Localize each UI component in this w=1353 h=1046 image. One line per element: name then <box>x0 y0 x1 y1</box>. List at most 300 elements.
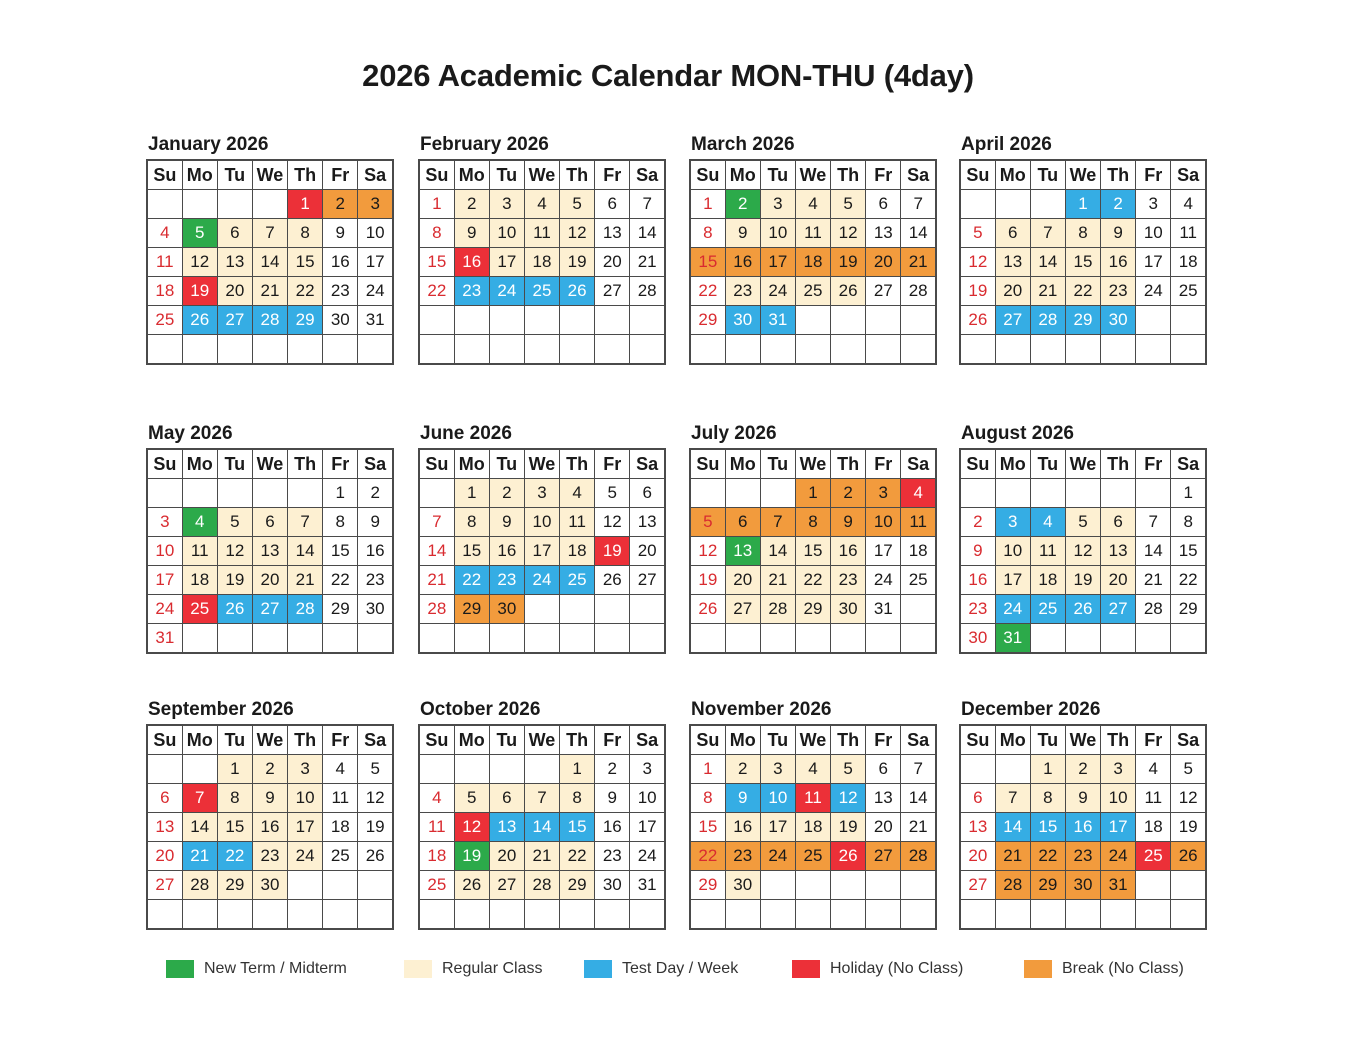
weekday-header: Tu <box>217 160 252 190</box>
empty-cell <box>690 900 725 930</box>
empty-cell <box>182 335 217 365</box>
day-cell: 28 <box>1030 306 1065 335</box>
day-cell: 13 <box>866 219 901 248</box>
day-cell: 27 <box>866 277 901 306</box>
day-cell: 18 <box>560 537 595 566</box>
weekday-header: Su <box>419 160 454 190</box>
day-cell: 13 <box>217 248 252 277</box>
empty-cell <box>288 624 323 654</box>
day-cell: 7 <box>995 784 1030 813</box>
day-cell: 7 <box>288 508 323 537</box>
month-september <box>146 699 394 930</box>
page-title: 2026 Academic Calendar MON-THU (4day) <box>362 58 974 93</box>
day-cell: 22 <box>690 277 725 306</box>
day-cell: 9 <box>252 784 287 813</box>
day-cell: 2 <box>489 479 524 508</box>
weekday-header: Sa <box>358 160 393 190</box>
day-cell: 22 <box>1065 277 1100 306</box>
empty-cell <box>147 479 182 508</box>
day-cell: 23 <box>489 566 524 595</box>
day-cell: 26 <box>690 595 725 624</box>
legend-label: New Term / Midterm <box>204 960 347 977</box>
day-cell: 29 <box>560 871 595 900</box>
day-cell: 20 <box>489 842 524 871</box>
day-cell: 26 <box>217 595 252 624</box>
day-cell: 10 <box>1101 784 1136 813</box>
weekday-header: Mo <box>182 160 217 190</box>
day-cell: 24 <box>760 842 795 871</box>
day-cell: 26 <box>358 842 393 871</box>
day-cell: 1 <box>1030 755 1065 784</box>
day-cell: 17 <box>288 813 323 842</box>
day-cell: 25 <box>901 566 936 595</box>
day-cell: 1 <box>1171 479 1206 508</box>
day-cell: 29 <box>288 306 323 335</box>
day-cell: 6 <box>866 190 901 219</box>
day-cell: 18 <box>524 248 559 277</box>
empty-cell <box>630 335 665 365</box>
day-cell: 9 <box>831 508 866 537</box>
day-cell: 25 <box>1030 595 1065 624</box>
empty-cell <box>288 335 323 365</box>
day-cell: 21 <box>419 566 454 595</box>
day-cell: 19 <box>1065 566 1100 595</box>
weekday-header: Sa <box>1171 725 1206 755</box>
day-cell: 1 <box>690 755 725 784</box>
day-cell: 29 <box>454 595 489 624</box>
weekday-header: Th <box>831 725 866 755</box>
day-cell: 4 <box>419 784 454 813</box>
day-cell: 21 <box>901 248 936 277</box>
day-cell: 25 <box>795 842 830 871</box>
weekday-header: Sa <box>901 725 936 755</box>
empty-cell <box>995 335 1030 365</box>
day-cell: 8 <box>690 784 725 813</box>
weekday-header: Tu <box>1030 160 1065 190</box>
legend-item-new-term <box>166 957 347 981</box>
day-cell: 3 <box>1101 755 1136 784</box>
empty-cell <box>217 479 252 508</box>
weekday-header: Fr <box>866 449 901 479</box>
day-cell: 5 <box>690 508 725 537</box>
weekday-header: Tu <box>760 725 795 755</box>
month-title: June 2026 <box>420 423 512 444</box>
day-cell: 27 <box>725 595 760 624</box>
empty-cell <box>419 624 454 654</box>
day-cell: 18 <box>323 813 358 842</box>
empty-cell <box>217 900 252 930</box>
legend-label: Regular Class <box>442 960 543 977</box>
day-cell: 16 <box>725 248 760 277</box>
day-cell: 19 <box>831 813 866 842</box>
day-cell: 22 <box>795 566 830 595</box>
day-cell: 26 <box>960 306 995 335</box>
weekday-header: Mo <box>454 449 489 479</box>
weekday-header: Su <box>960 725 995 755</box>
weekday-header: Su <box>690 160 725 190</box>
day-cell: 10 <box>358 219 393 248</box>
empty-cell <box>524 900 559 930</box>
empty-cell <box>760 871 795 900</box>
day-cell: 24 <box>489 277 524 306</box>
legend-swatch-green <box>166 960 194 978</box>
empty-cell <box>866 335 901 365</box>
day-cell: 28 <box>630 277 665 306</box>
day-cell: 4 <box>1136 755 1171 784</box>
empty-cell <box>595 595 630 624</box>
day-cell: 25 <box>560 566 595 595</box>
empty-cell <box>252 479 287 508</box>
empty-cell <box>358 900 393 930</box>
empty-cell <box>866 306 901 335</box>
day-cell: 12 <box>454 813 489 842</box>
month-july <box>689 423 937 654</box>
weekday-header: Tu <box>760 449 795 479</box>
empty-cell <box>595 900 630 930</box>
day-cell: 14 <box>630 219 665 248</box>
weekday-header: We <box>524 160 559 190</box>
weekday-header: Sa <box>901 160 936 190</box>
empty-cell <box>524 755 559 784</box>
day-cell: 28 <box>901 277 936 306</box>
empty-cell <box>560 624 595 654</box>
day-cell: 12 <box>1171 784 1206 813</box>
day-cell: 12 <box>358 784 393 813</box>
weekday-header: Th <box>288 725 323 755</box>
day-cell: 15 <box>1030 813 1065 842</box>
weekday-header: Mo <box>725 725 760 755</box>
empty-cell <box>995 479 1030 508</box>
month-table <box>689 724 937 930</box>
empty-cell <box>760 335 795 365</box>
weekday-header: Sa <box>358 449 393 479</box>
day-cell: 17 <box>760 248 795 277</box>
day-cell: 21 <box>524 842 559 871</box>
legend <box>0 957 1353 981</box>
empty-cell <box>252 190 287 219</box>
legend-item-break <box>1024 957 1184 981</box>
day-cell: 26 <box>831 277 866 306</box>
weekday-header: We <box>1065 160 1100 190</box>
month-table <box>418 448 666 654</box>
weekday-header: We <box>1065 449 1100 479</box>
weekday-header: Fr <box>866 160 901 190</box>
day-cell: 14 <box>901 784 936 813</box>
empty-cell <box>595 335 630 365</box>
day-cell: 11 <box>560 508 595 537</box>
empty-cell <box>252 335 287 365</box>
day-cell: 8 <box>288 219 323 248</box>
day-cell: 8 <box>323 508 358 537</box>
day-cell: 6 <box>489 784 524 813</box>
day-cell: 4 <box>1030 508 1065 537</box>
day-cell: 15 <box>1065 248 1100 277</box>
day-cell: 15 <box>419 248 454 277</box>
month-title: March 2026 <box>691 134 795 155</box>
day-cell: 30 <box>725 871 760 900</box>
empty-cell <box>489 306 524 335</box>
empty-cell <box>560 900 595 930</box>
day-cell: 17 <box>147 566 182 595</box>
day-cell: 29 <box>217 871 252 900</box>
day-cell: 3 <box>995 508 1030 537</box>
month-title: September 2026 <box>148 699 294 720</box>
day-cell: 17 <box>489 248 524 277</box>
empty-cell <box>217 190 252 219</box>
day-cell: 7 <box>524 784 559 813</box>
empty-cell <box>358 624 393 654</box>
day-cell: 19 <box>454 842 489 871</box>
day-cell: 11 <box>1171 219 1206 248</box>
day-cell: 9 <box>595 784 630 813</box>
empty-cell <box>560 335 595 365</box>
weekday-header: Mo <box>995 160 1030 190</box>
day-cell: 23 <box>725 277 760 306</box>
weekday-header: Tu <box>1030 449 1065 479</box>
day-cell: 4 <box>323 755 358 784</box>
day-cell: 28 <box>995 871 1030 900</box>
day-cell: 1 <box>560 755 595 784</box>
day-cell: 5 <box>960 219 995 248</box>
empty-cell <box>725 335 760 365</box>
day-cell: 9 <box>725 219 760 248</box>
day-cell: 29 <box>323 595 358 624</box>
day-cell: 12 <box>560 219 595 248</box>
day-cell: 17 <box>358 248 393 277</box>
day-cell: 2 <box>595 755 630 784</box>
day-cell: 20 <box>866 248 901 277</box>
day-cell: 17 <box>630 813 665 842</box>
day-cell: 26 <box>454 871 489 900</box>
day-cell: 27 <box>960 871 995 900</box>
weekday-header: We <box>252 449 287 479</box>
day-cell: 1 <box>288 190 323 219</box>
empty-cell <box>1171 306 1206 335</box>
day-cell: 23 <box>831 566 866 595</box>
empty-cell <box>288 479 323 508</box>
empty-cell <box>795 306 830 335</box>
empty-cell <box>725 900 760 930</box>
day-cell: 15 <box>1171 537 1206 566</box>
empty-cell <box>489 755 524 784</box>
weekday-header: Tu <box>1030 725 1065 755</box>
day-cell: 19 <box>560 248 595 277</box>
day-cell: 5 <box>831 755 866 784</box>
day-cell: 17 <box>1101 813 1136 842</box>
day-cell: 14 <box>995 813 1030 842</box>
day-cell: 31 <box>866 595 901 624</box>
day-cell: 29 <box>1171 595 1206 624</box>
empty-cell <box>147 755 182 784</box>
day-cell: 30 <box>489 595 524 624</box>
weekday-header: Sa <box>1171 160 1206 190</box>
day-cell: 14 <box>760 537 795 566</box>
day-cell: 8 <box>454 508 489 537</box>
day-cell: 19 <box>358 813 393 842</box>
day-cell: 18 <box>1136 813 1171 842</box>
empty-cell <box>901 595 936 624</box>
day-cell: 23 <box>358 566 393 595</box>
day-cell: 4 <box>147 219 182 248</box>
day-cell: 21 <box>630 248 665 277</box>
day-cell: 27 <box>252 595 287 624</box>
day-cell: 12 <box>831 219 866 248</box>
day-cell: 12 <box>690 537 725 566</box>
weekday-header: Fr <box>866 725 901 755</box>
day-cell: 11 <box>323 784 358 813</box>
weekday-header: Fr <box>1136 449 1171 479</box>
empty-cell <box>1065 900 1100 930</box>
day-cell: 13 <box>630 508 665 537</box>
day-cell: 13 <box>595 219 630 248</box>
day-cell: 4 <box>560 479 595 508</box>
day-cell: 25 <box>419 871 454 900</box>
weekday-header: Su <box>147 160 182 190</box>
weekday-header: We <box>524 449 559 479</box>
empty-cell <box>182 479 217 508</box>
day-cell: 13 <box>725 537 760 566</box>
empty-cell <box>1030 624 1065 654</box>
empty-cell <box>995 755 1030 784</box>
day-cell: 3 <box>760 755 795 784</box>
empty-cell <box>690 479 725 508</box>
month-february <box>418 134 666 365</box>
day-cell: 22 <box>1030 842 1065 871</box>
day-cell: 6 <box>252 508 287 537</box>
day-cell: 4 <box>182 508 217 537</box>
day-cell: 12 <box>182 248 217 277</box>
day-cell: 16 <box>489 537 524 566</box>
empty-cell <box>795 871 830 900</box>
day-cell: 5 <box>182 219 217 248</box>
day-cell: 11 <box>795 219 830 248</box>
day-cell: 3 <box>630 755 665 784</box>
day-cell: 30 <box>831 595 866 624</box>
day-cell: 9 <box>489 508 524 537</box>
day-cell: 8 <box>1030 784 1065 813</box>
month-table <box>418 159 666 365</box>
weekday-header: Su <box>960 449 995 479</box>
day-cell: 6 <box>1101 508 1136 537</box>
month-table <box>146 724 394 930</box>
day-cell: 25 <box>147 306 182 335</box>
day-cell: 11 <box>1136 784 1171 813</box>
empty-cell <box>489 624 524 654</box>
day-cell: 19 <box>182 277 217 306</box>
weekday-header: We <box>1065 725 1100 755</box>
day-cell: 18 <box>1171 248 1206 277</box>
day-cell: 20 <box>866 813 901 842</box>
empty-cell <box>760 900 795 930</box>
day-cell: 29 <box>795 595 830 624</box>
day-cell: 30 <box>595 871 630 900</box>
day-cell: 8 <box>1171 508 1206 537</box>
day-cell: 5 <box>454 784 489 813</box>
day-cell: 20 <box>217 277 252 306</box>
day-cell: 7 <box>182 784 217 813</box>
empty-cell <box>760 624 795 654</box>
day-cell: 29 <box>1030 871 1065 900</box>
day-cell: 9 <box>1065 784 1100 813</box>
empty-cell <box>1136 306 1171 335</box>
empty-cell <box>323 335 358 365</box>
day-cell: 13 <box>995 248 1030 277</box>
weekday-header: Fr <box>323 449 358 479</box>
empty-cell <box>831 306 866 335</box>
day-cell: 15 <box>288 248 323 277</box>
day-cell: 27 <box>489 871 524 900</box>
weekday-header: Sa <box>358 725 393 755</box>
day-cell: 21 <box>995 842 1030 871</box>
empty-cell <box>831 335 866 365</box>
empty-cell <box>901 306 936 335</box>
day-cell: 19 <box>217 566 252 595</box>
legend-item-test-day <box>584 957 738 981</box>
day-cell: 31 <box>147 624 182 654</box>
day-cell: 6 <box>595 190 630 219</box>
day-cell: 16 <box>252 813 287 842</box>
empty-cell <box>795 624 830 654</box>
weekday-header: Th <box>1101 725 1136 755</box>
empty-cell <box>1171 335 1206 365</box>
empty-cell <box>217 624 252 654</box>
day-cell: 13 <box>252 537 287 566</box>
empty-cell <box>419 900 454 930</box>
day-cell: 24 <box>1101 842 1136 871</box>
day-cell: 18 <box>147 277 182 306</box>
weekday-header: We <box>252 725 287 755</box>
empty-cell <box>595 624 630 654</box>
day-cell: 2 <box>725 755 760 784</box>
empty-cell <box>630 595 665 624</box>
weekday-header: Su <box>419 449 454 479</box>
day-cell: 27 <box>1101 595 1136 624</box>
empty-cell <box>182 624 217 654</box>
day-cell: 28 <box>252 306 287 335</box>
empty-cell <box>524 335 559 365</box>
day-cell: 27 <box>217 306 252 335</box>
day-cell: 4 <box>524 190 559 219</box>
day-cell: 22 <box>419 277 454 306</box>
day-cell: 26 <box>1065 595 1100 624</box>
empty-cell <box>630 900 665 930</box>
empty-cell <box>419 755 454 784</box>
day-cell: 16 <box>960 566 995 595</box>
day-cell: 13 <box>960 813 995 842</box>
day-cell: 7 <box>630 190 665 219</box>
day-cell: 19 <box>1171 813 1206 842</box>
month-may <box>146 423 394 654</box>
day-cell: 22 <box>690 842 725 871</box>
day-cell: 9 <box>1101 219 1136 248</box>
empty-cell <box>1136 624 1171 654</box>
day-cell: 28 <box>288 595 323 624</box>
day-cell: 10 <box>524 508 559 537</box>
empty-cell <box>866 900 901 930</box>
day-cell: 26 <box>595 566 630 595</box>
empty-cell <box>1030 479 1065 508</box>
empty-cell <box>454 624 489 654</box>
day-cell: 15 <box>454 537 489 566</box>
day-cell: 9 <box>725 784 760 813</box>
day-cell: 7 <box>419 508 454 537</box>
day-cell: 19 <box>831 248 866 277</box>
day-cell: 29 <box>690 306 725 335</box>
day-cell: 16 <box>1101 248 1136 277</box>
day-cell: 14 <box>252 248 287 277</box>
day-cell: 13 <box>866 784 901 813</box>
empty-cell <box>419 335 454 365</box>
